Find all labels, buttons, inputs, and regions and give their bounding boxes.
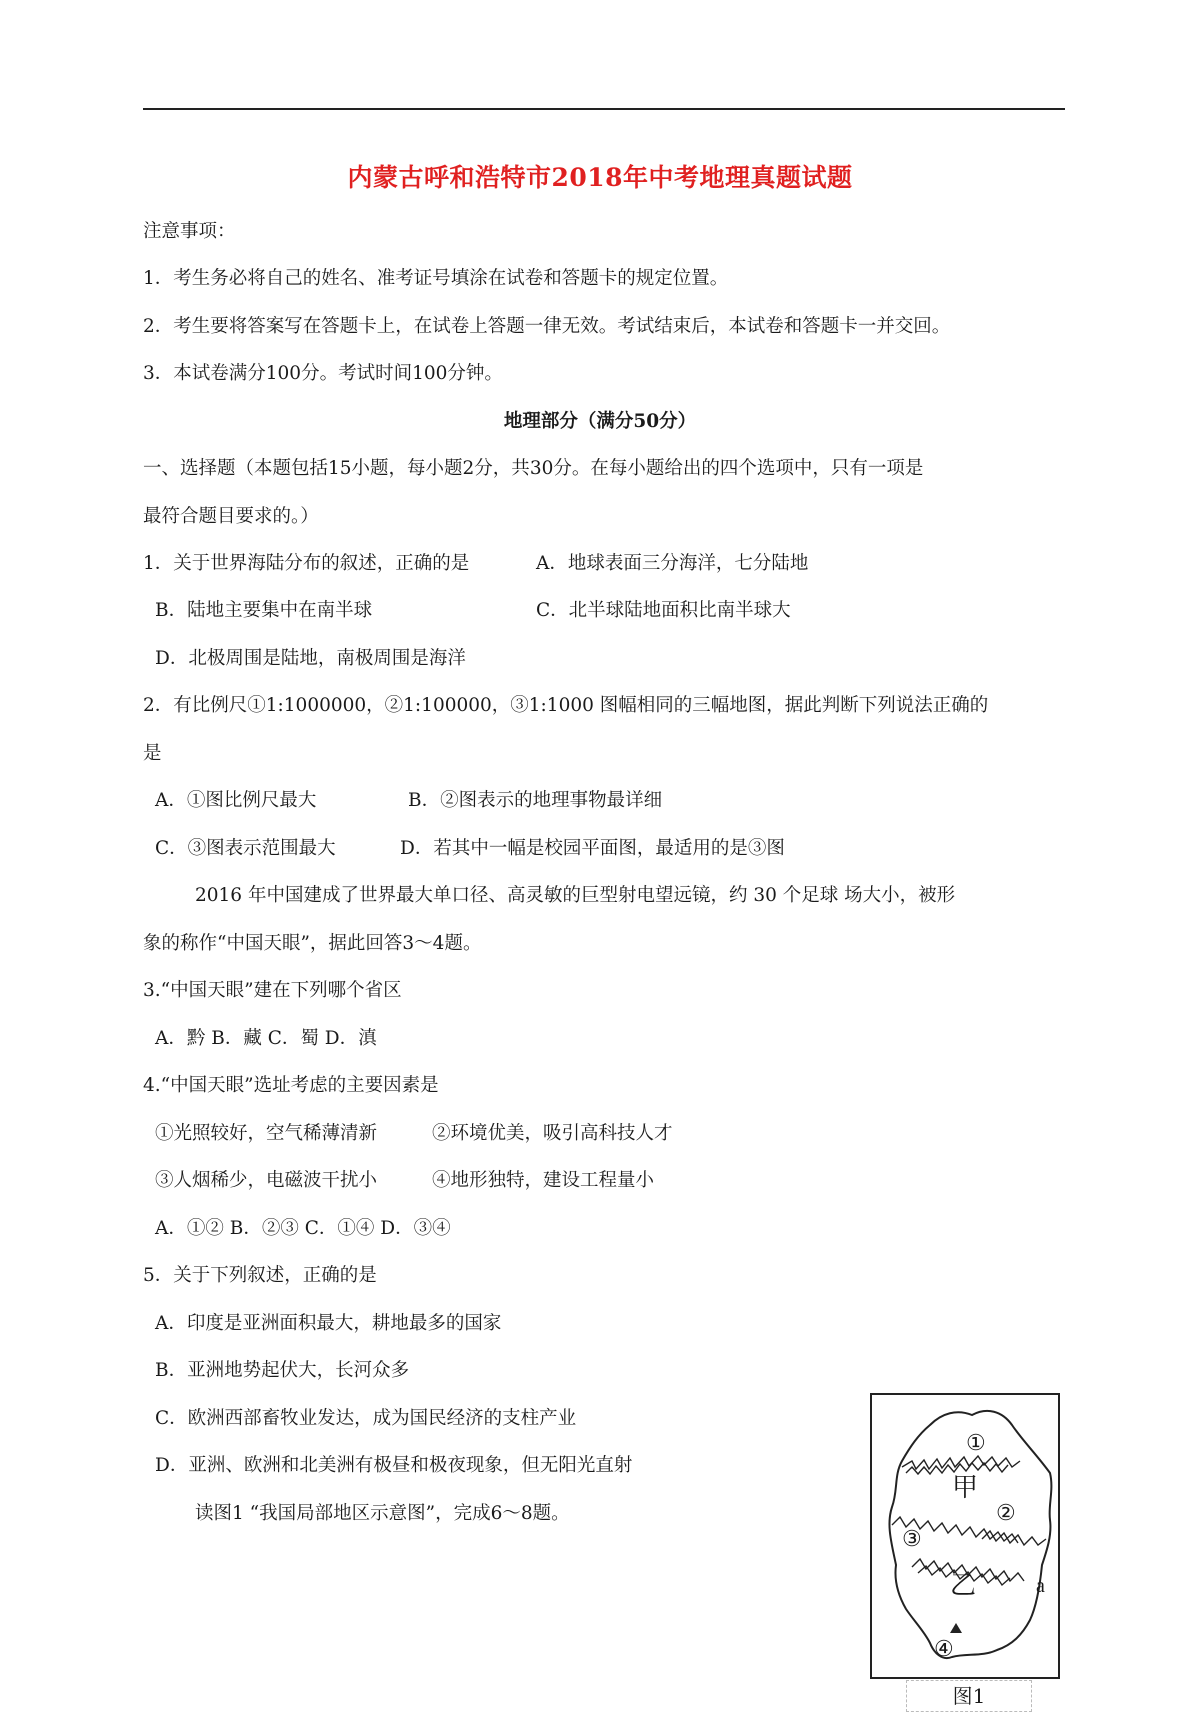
q5-option-c: C．欧洲西部畜牧业发达，成为国民经济的支柱产业 — [155, 1408, 577, 1429]
q1-stem: 1．关于世界海陆分布的叙述，正确的是 — [143, 553, 470, 574]
section-title: 地理部分（满分50分） — [503, 411, 697, 432]
q4-answers: A．①② B．②③ C．①④ D．③④ — [155, 1218, 451, 1239]
q1-option-b: B．陆地主要集中在南半球 — [155, 600, 373, 621]
q4-factor-1: ①光照较好，空气稀薄清新 — [155, 1123, 378, 1144]
passage1-line2: 象的称作“中国天眼”，据此回答3～4题。 — [143, 933, 482, 954]
q4-factor-4: ④地形独特，建设工程量小 — [432, 1170, 655, 1191]
passage1-line1: 2016 年中国建成了世界最大单口径、高灵敏的巨型射电望远镜，约 30 个足球 场大小，被形 — [195, 885, 956, 906]
notice-item-3: 3．本试卷满分100分。考试时间100分钟。 — [143, 363, 503, 384]
q2-stem-line1: 2．有比例尺①1:1000000，②1:100000，③1:1000 图幅相同的三幅地图，据此判断下列说法正确的 — [143, 695, 989, 716]
passage2: 读图1 “我国局部地区示意图”，完成6～8题。 — [195, 1503, 570, 1524]
q1-option-c: C．北半球陆地面积比南半球大 — [536, 600, 791, 621]
map-label-4: ④ — [934, 1637, 954, 1662]
notice-item-1: 1．考生务必将自己的姓名、准考证号填涂在试卷和答题卡的规定位置。 — [143, 268, 729, 289]
notice-item-2: 2．考生要将答案写在答题卡上，在试卷上答题一律无效。考试结束后，本试卷和答题卡一并交回。 — [143, 316, 951, 337]
map-label-jia: 甲 — [952, 1473, 979, 1503]
figure-1-caption: 图1 — [906, 1680, 1032, 1712]
q2-option-d: D．若其中一幅是校园平面图，最适用的是③图 — [400, 838, 785, 859]
q5-option-a: A．印度是亚洲面积最大，耕地最多的国家 — [155, 1313, 502, 1334]
part1-instruction-line1: 一、选择题（本题包括15小题，每小题2分，共30分。在每小题给出的四个选项中，只有一项是 — [143, 458, 924, 479]
map-label-1: ① — [966, 1431, 986, 1456]
map-label-2: ② — [996, 1501, 1016, 1526]
q4-factor-3: ③人烟稀少，电磁波干扰小 — [155, 1170, 378, 1191]
q3-stem: 3.“中国天眼”建在下列哪个省区 — [143, 980, 402, 1001]
top-rule — [143, 108, 1065, 110]
q1-option-a: A．地球表面三分海洋，七分陆地 — [536, 553, 809, 574]
q2-option-b: B．②图表示的地理事物最详细 — [408, 790, 663, 811]
q3-options: A．黔 B．藏 C．蜀 D．滇 — [155, 1028, 377, 1049]
q2-stem-line2: 是 — [143, 743, 162, 764]
q1-option-d: D．北极周围是陆地，南极周围是海洋 — [155, 648, 466, 669]
map-label-yi: 乙 — [950, 1571, 977, 1601]
q5-option-d: D．亚洲、欧洲和北美洲有极昼和极夜现象，但无阳光直射 — [155, 1455, 633, 1476]
q4-factor-2: ②环境优美，吸引高科技人才 — [432, 1123, 673, 1144]
q2-option-c: C．③图表示范围最大 — [155, 838, 336, 859]
figure-1-map — [870, 1393, 1060, 1679]
page-title: 内蒙古呼和浩特市2018年中考地理真题试题 — [347, 163, 853, 192]
notice-header: 注意事项： — [143, 221, 236, 242]
map-label-3: ③ — [902, 1527, 922, 1552]
q4-stem: 4.“中国天眼”选址考虑的主要因素是 — [143, 1075, 439, 1096]
map-label-a: a — [1036, 1575, 1045, 1597]
q5-stem: 5．关于下列叙述，正确的是 — [143, 1265, 377, 1286]
q2-option-a: A．①图比例尺最大 — [155, 790, 317, 811]
q5-option-b: B．亚洲地势起伏大，长河众多 — [155, 1360, 410, 1381]
part1-instruction-line2: 最符合题目要求的。） — [143, 506, 319, 527]
